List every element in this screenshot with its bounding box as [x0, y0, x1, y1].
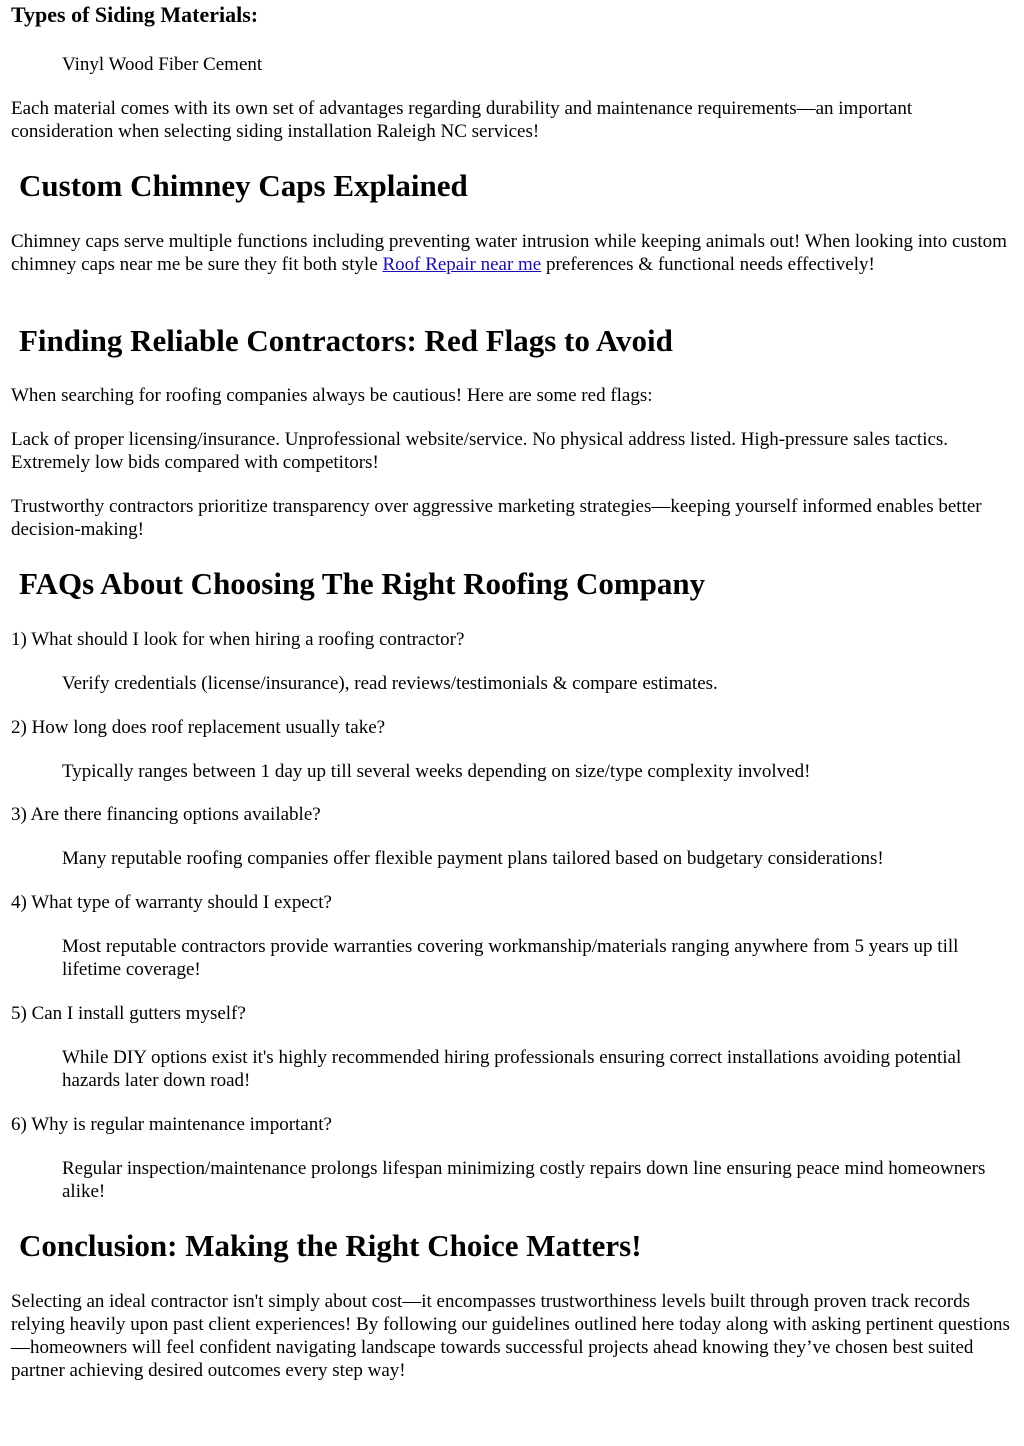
- conclusion-paragraph: Selecting an ideal contractor isn't simply about cost—it encompasses trustworthiness levels built through proven track records relying heavily upon past client experiences! By following our guidelines outlined here today along with asking pertinent questions—homeowners will feel confident navigating landscape towards successful projects ahead knowing they’ve chosen best suited partner achieving desired outcomes every step way!: [11, 1291, 1010, 1381]
- faq-answer: Most reputable contractors provide warranties covering workmanship/materials ranging anywhere from 5 years up till lifetime coverage!: [62, 936, 959, 980]
- red-flags-list: Lack of proper licensing/insurance. Unprofessional website/service. No physical address listed. High-pressure sales tactics. Extremely low bids compared with competitors!: [11, 429, 949, 473]
- faq-question: 4) What type of warranty should I expect?: [11, 892, 332, 913]
- contractors-heading: Finding Reliable Contractors: Red Flags to Avoid: [19, 323, 673, 358]
- chimney-text-after-link: preferences & functional needs effectively!: [541, 254, 875, 275]
- conclusion-heading: Conclusion: Making the Right Choice Matters!: [19, 1228, 642, 1263]
- siding-paragraph: Each material comes with its own set of advantages regarding durability and maintenance requirements—an important consideration when selecting siding installation Raleigh NC services!: [11, 98, 913, 142]
- chimney-paragraph: [11, 230, 1015, 276]
- faqs-heading: FAQs About Choosing The Right Roofing Company: [19, 566, 706, 601]
- faq-question: 2) How long does roof replacement usually take?: [11, 717, 386, 738]
- faq-question: 3) Are there financing options available?: [11, 804, 321, 825]
- faq-question: 5) Can I install gutters myself?: [11, 1003, 246, 1024]
- contractors-closing: Trustworthy contractors prioritize transparency over aggressive marketing strategies—keeping yourself informed enables better decision-making!: [11, 496, 982, 540]
- contractors-intro: When searching for roofing companies always be cautious! Here are some red flags:: [11, 385, 653, 406]
- faq-answer: While DIY options exist it's highly recommended hiring professionals ensuring correct installations avoiding potential hazards later down road!: [62, 1047, 962, 1091]
- faq-question: 1) What should I look for when hiring a roofing contractor?: [11, 629, 465, 650]
- roof-repair-link[interactable]: Roof Repair near me: [382, 254, 542, 275]
- chimney-heading: Custom Chimney Caps Explained: [19, 168, 468, 203]
- faq-answer: Regular inspection/maintenance prolongs lifespan minimizing costly repairs down line ensuring peace mind homeowners alike!: [62, 1158, 986, 1202]
- siding-materials-list: Vinyl Wood Fiber Cement: [62, 54, 263, 75]
- chimney-text-before-link: Chimney caps serve multiple functions including preventing water intrusion while keeping animals out! When looking into custom chimney caps near me be sure they fit both style: [11, 231, 1007, 275]
- faq-answer: Verify credentials (license/insurance), read reviews/testimonials & compare estimates.: [62, 673, 718, 694]
- faq-answer: Many reputable roofing companies offer flexible payment plans tailored based on budgetary considerations!: [62, 848, 884, 869]
- faq-question: 6) Why is regular maintenance important?: [11, 1114, 332, 1135]
- faq-answer: Typically ranges between 1 day up till several weeks depending on size/type complexity involved!: [62, 761, 811, 782]
- siding-heading: Types of Siding Materials:: [11, 2, 259, 27]
